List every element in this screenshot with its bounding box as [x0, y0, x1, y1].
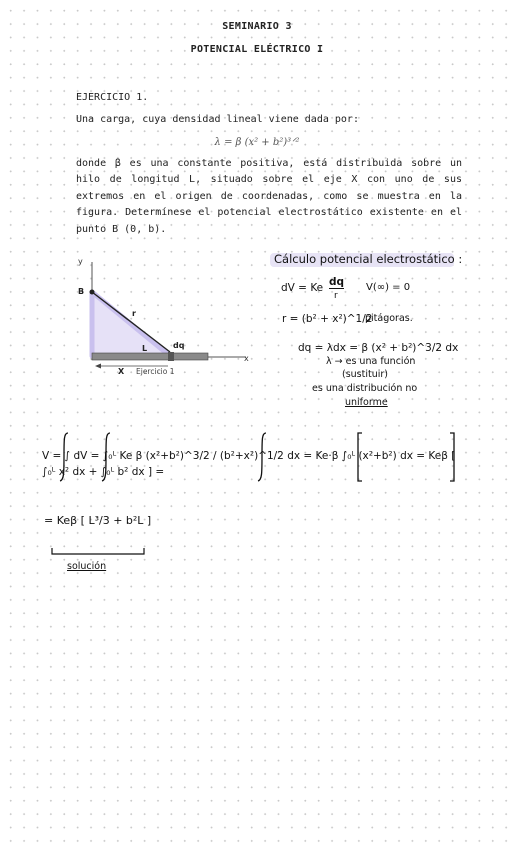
figure-caption: Ejercicio 1	[136, 367, 175, 376]
label-dq: dq	[173, 341, 185, 350]
seminar-title: SEMINARIO 3	[222, 21, 292, 32]
exercise-label: EJERCICIO 1.	[76, 92, 149, 103]
charged-wire	[92, 353, 208, 360]
exercise-statement: donde β es una constante positiva, está distribuida sobre un hilo de longitud L, situado sobre el eje X con uno de sus extremos en el origen de coordenadas, como se muestra en la figura. Determínese el potencial electrostático existente en el punto B (0, b).	[76, 158, 462, 235]
dq-segment	[168, 352, 174, 361]
topic-title: POTENCIAL ELÉCTRICO I	[190, 44, 324, 55]
x-arrow-head	[95, 364, 101, 369]
integral-sign-1	[60, 433, 68, 481]
label-l: L	[142, 344, 148, 353]
integral-sign-3	[258, 433, 266, 481]
solution-label: solución	[67, 561, 107, 572]
label-y: y	[78, 257, 83, 266]
bracket-left	[358, 433, 362, 481]
eq4: es una distribución no	[312, 383, 418, 394]
eq1-numerator: dq	[329, 276, 345, 288]
label-x: x	[244, 354, 249, 363]
underbrace	[52, 548, 144, 554]
solution-brace	[50, 546, 150, 558]
exercise-intro: Una carga, cuya densidad lineal viene dada por:	[76, 114, 359, 125]
point-b	[90, 290, 95, 295]
eq1-left: dV = Ke	[281, 282, 324, 294]
bracket-right	[450, 433, 454, 481]
eq2-note: pitágoras.	[365, 313, 413, 324]
density-formula: λ = β (x² + b²)³ᐟ²	[214, 137, 300, 148]
label-b: B	[78, 287, 85, 296]
integral-sign-2	[102, 433, 110, 481]
label-r: r	[132, 309, 136, 318]
eq1-denominator: r	[334, 291, 338, 301]
derivation-line-1: V = ∫ dV = ∫₀ᴸ Ke β (x²+b²)^3/2 / (b²+x²)^1/2 dx = Ke·β ∫₀ᴸ (x²+b²) dx = Keβ [ ∫₀ᴸ x² dx + ∫₀ᴸ b² dx ] =	[42, 450, 456, 478]
eq3: dq = λdx = β (x² + b²)^3/2 dx	[298, 342, 459, 354]
exercise-figure	[70, 252, 260, 382]
notes-heading: Cálculo potencial electrostático :	[274, 252, 463, 266]
derivation-line-2: = Keβ [ L³/3 + b²L ]	[44, 514, 152, 527]
eq3-note1: λ → es una función	[326, 356, 416, 367]
eq4-b: uniforme	[345, 397, 388, 408]
label-x-upper: X	[118, 367, 125, 376]
integral-glyphs	[40, 425, 470, 490]
eq3-note2: (sustituir)	[342, 369, 388, 380]
eq1-right: V(∞) = 0	[366, 282, 411, 293]
eq2: r = (b² + x²)^1/2	[282, 313, 373, 325]
